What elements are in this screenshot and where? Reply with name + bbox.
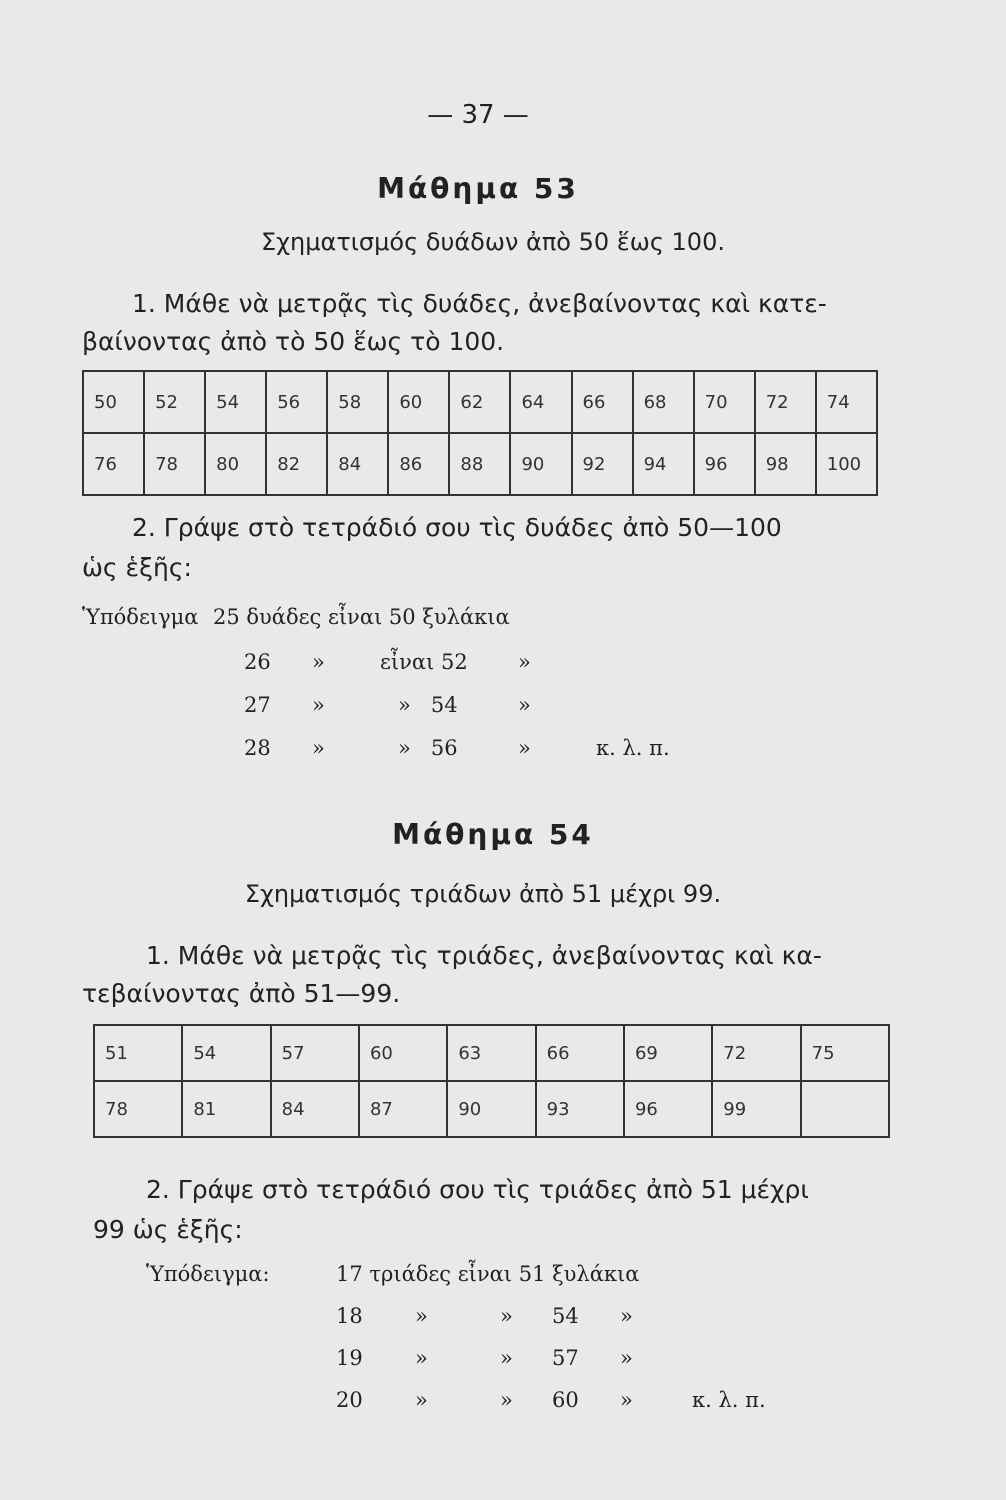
table-cell: 93 [536,1081,624,1137]
table-cell: 72 [755,371,816,433]
table-cell: 70 [694,371,755,433]
example-row-text: » 54 [398,693,458,717]
ditto-mark: » [415,1388,428,1412]
lesson-53-exercise-2-line-2: ὡς ἑξῆς: [82,553,192,582]
ditto-mark: » [500,1388,513,1412]
table-cell: 98 [755,433,816,495]
table-cell: 72 [712,1025,800,1081]
table-cell: 57 [271,1025,359,1081]
ditto-mark: » [620,1304,633,1328]
lesson-54-subtitle: Σχηματισμός τριάδων ἀπὸ 51 μέχρι 99. [244,880,722,908]
table-cell [801,1081,889,1137]
table-cell: 58 [327,371,388,433]
lesson-53-exercise-1-line-2: βαίνοντας ἀπὸ τὸ 50 ἕως τὸ 100. [82,327,505,356]
table-cell: 84 [327,433,388,495]
table-row [83,433,877,495]
example-row-number: 28 [244,736,271,760]
ditto-mark: » [518,693,531,717]
table-cell: 60 [388,371,449,433]
example-row-number: 26 [244,650,271,674]
table-cell: 92 [572,433,633,495]
lesson-53-exercise-2-line-1: 2. Γράψε στὸ τετράδιό σου τὶς δυάδες ἀπὸ 50—100 [132,513,782,542]
example-row-value: 54 [552,1304,579,1328]
ditto-mark: » [312,650,325,674]
ditto-mark: » [500,1304,513,1328]
lesson-53-title: Μάθημα 53 [377,172,579,205]
example-row-number: 27 [244,693,271,717]
table-cell: 84 [271,1081,359,1137]
table-cell: 87 [359,1081,447,1137]
etc-abbreviation: κ. λ. π. [692,1388,766,1412]
table-cell: 96 [694,433,755,495]
table-row [83,371,877,433]
lesson-54-exercise-1-line-1: 1. Μάθε νὰ μετρᾷς τὶς τριάδες, ἀνεβαίνοντας καὶ κα- [146,941,822,970]
ditto-mark: » [415,1304,428,1328]
ditto-mark: » [312,736,325,760]
example-row-number: 19 [336,1346,363,1370]
table-cell: 60 [359,1025,447,1081]
ditto-mark: » [620,1346,633,1370]
table-cell: 54 [182,1025,270,1081]
table-cell: 66 [536,1025,624,1081]
lesson-54-exercise-2-line-2: 99 ὡς ἑξῆς: [93,1215,243,1244]
table-cell: 75 [801,1025,889,1081]
lesson-54-example-label: Ὑπόδειγμα: [146,1262,270,1286]
example-row-text: εἶναι 52 [380,650,468,674]
table-cell: 54 [205,371,266,433]
table-cell: 63 [447,1025,535,1081]
table-cell: 90 [510,433,571,495]
example-row-text: » 56 [398,736,458,760]
table-cell: 99 [712,1081,800,1137]
ditto-mark: » [620,1388,633,1412]
lesson-53-example-first-line: 25 δυάδες εἶναι 50 ξυλάκια [213,605,510,629]
table-row [94,1025,889,1081]
ditto-mark: » [415,1346,428,1370]
lesson-54-title: Μάθημα 54 [392,818,594,851]
lesson-53-example-label: Ὑπόδειγμα [82,605,199,629]
table-cell: 81 [182,1081,270,1137]
table-cell: 86 [388,433,449,495]
example-row-number: 18 [336,1304,363,1328]
lesson-54-exercise-1-line-2: τεβαίνοντας ἀπὸ 51—99. [82,979,401,1008]
ditto-mark: » [518,736,531,760]
lesson-54-number-table [93,1024,890,1138]
table-cell: 88 [449,433,510,495]
table-cell: 50 [83,371,144,433]
table-cell: 52 [144,371,205,433]
table-cell: 68 [633,371,694,433]
table-cell: 64 [510,371,571,433]
table-cell: 69 [624,1025,712,1081]
example-row-number: 20 [336,1388,363,1412]
table-cell: 78 [144,433,205,495]
table-cell: 80 [205,433,266,495]
table-cell: 76 [83,433,144,495]
table-cell: 62 [449,371,510,433]
lesson-53-number-table [82,370,878,496]
lesson-53-subtitle: Σχηματισμός δυάδων ἀπὸ 50 ἕως 100. [261,228,725,256]
table-cell: 96 [624,1081,712,1137]
table-row [94,1081,889,1137]
example-row-value: 60 [552,1388,579,1412]
page-number: — 37 — [427,100,529,130]
table-cell: 78 [94,1081,182,1137]
ditto-mark: » [518,650,531,674]
lesson-54-exercise-2-line-1: 2. Γράψε στὸ τετράδιό σου τὶς τριάδες ἀπὸ 51 μέχρι [146,1175,809,1204]
table-cell: 74 [816,371,877,433]
lesson-54-example-first-line: 17 τριάδες εἶναι 51 ξυλάκια [336,1262,640,1286]
table-cell: 82 [266,433,327,495]
table-cell: 90 [447,1081,535,1137]
ditto-mark: » [312,693,325,717]
etc-abbreviation: κ. λ. π. [596,736,670,760]
lesson-53-exercise-1-line-1: 1. Μάθε νὰ μετρᾷς τὶς δυάδες, ἀνεβαίνοντας καὶ κατε- [132,289,827,318]
table-cell: 100 [816,433,877,495]
table-cell: 66 [572,371,633,433]
example-row-value: 57 [552,1346,579,1370]
table-cell: 51 [94,1025,182,1081]
table-cell: 94 [633,433,694,495]
table-cell: 56 [266,371,327,433]
ditto-mark: » [500,1346,513,1370]
